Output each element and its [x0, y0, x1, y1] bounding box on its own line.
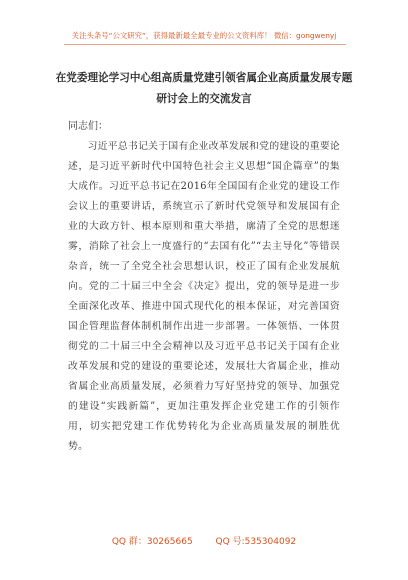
body-paragraph: 习近平总书记关于国有企业改革发展和党的建设的重要论述，是习近平新时代中国特色社会主义思想“国企篇章”的集大成作。习近平总书记在2016年全国国有企业党的建设工作会议上的重要讲话，系统宣示了新时代党领导和发展国有企业的大政方针、根本原则和重大举措，廓清了全党的思想迷雾，消除了社会上一度盛行的“去国有化”“去主导化”等错误杂音，统一了全党全社会思想认识，校正了国有企业发展航向。党的二十届三中全会《决定》提出，党的领导是进一步全面深化改革、推进中国式现代化的根本保证，对完善国资国企管理监督体制机制作出进一步部署。一体领悟、一体贯彻党的二十届三中全会精神以及习近平总书记关于国有企业改革发展和党的建设的重要论述，发展壮大省属企业，推动省属企业高质量发展，必须着力写好坚持党的领导、加强党的建设“实践新篇”，更加注重发挥企业党建工作的引领作用，切实把党建工作优势转化为企业高质量发展的制胜优势。	[68, 141, 341, 452]
salutation: 同志们：	[68, 121, 108, 132]
footer-qq-number: QQ 号:535304092	[215, 537, 297, 547]
document-title: 在党委理论学习中心组高质量党建引领省属企业高质量发展专题研讨会上的交流发言	[55, 72, 353, 105]
footer-qq-group: QQ 群：30265665	[111, 537, 193, 547]
header-divider	[64, 44, 346, 45]
document-body	[68, 137, 340, 457]
header-banner: 关注头条号“公文研究”，获得最新最全最专业的公文资料库！ 微信：gongwenyj	[71, 31, 337, 40]
footer-contact	[0, 534, 408, 547]
